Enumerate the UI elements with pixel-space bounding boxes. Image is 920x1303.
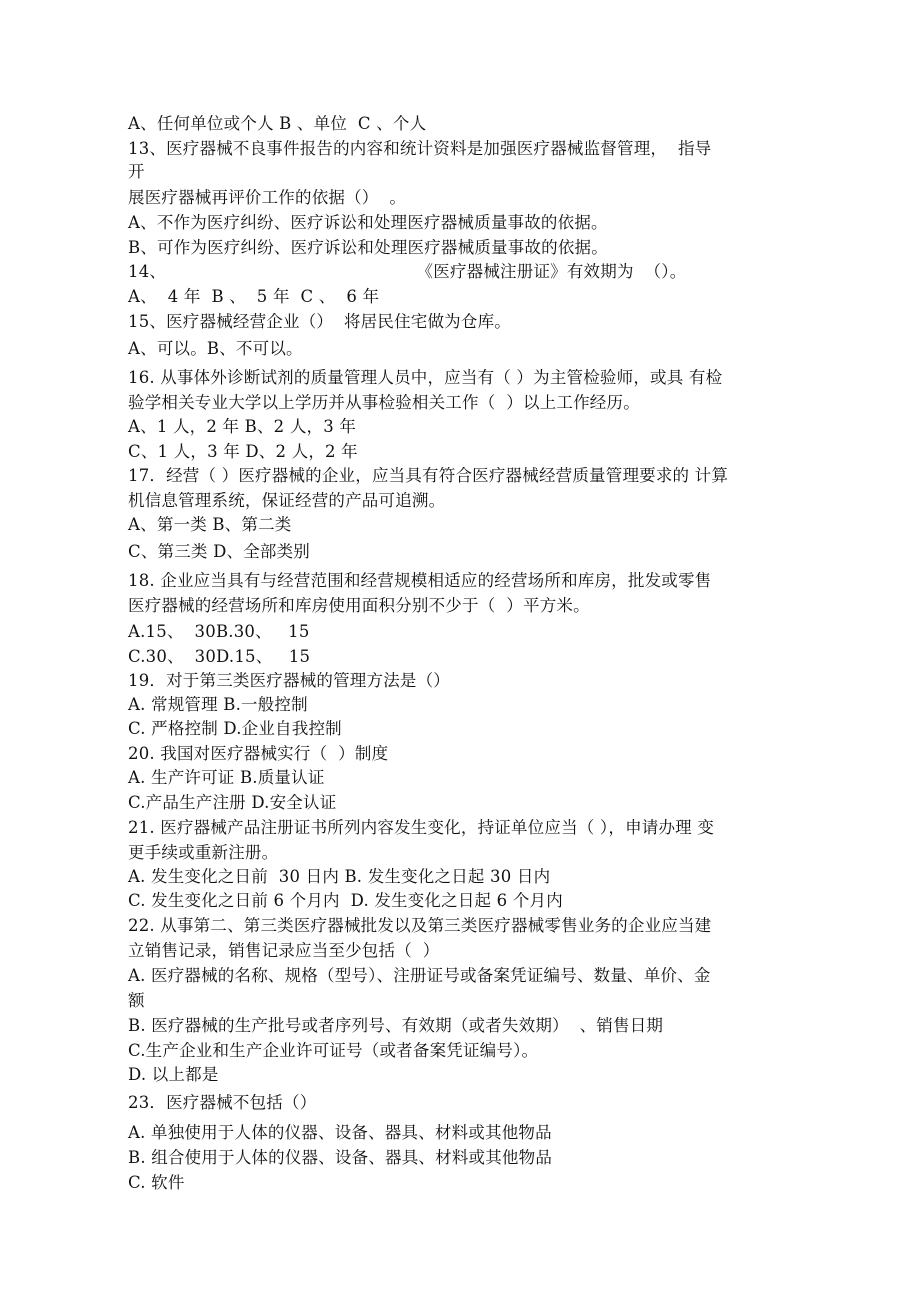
text-line: 展医疗器械再评价工作的依据（） 。 [128, 188, 407, 207]
text-line: 16. 从事体外诊断试剂的质量管理人员中，应当有（ ）为主管检验师，或具 有检 [128, 368, 723, 387]
text-line: 开 [128, 162, 145, 181]
text-line: 立销售记录，销售记录应当至少包括（ ） [128, 941, 440, 960]
text-line: 验学相关专业大学以上学历并从事检验相关工作（ ）以上工作经历。 [128, 393, 640, 412]
text-line: 14、 《医疗器械注册证》有效期为 （）。 [128, 262, 687, 281]
text-line: A. 医疗器械的名称、规格（型号）、注册证号或备案凭证编号、数量、单价、金 [128, 966, 711, 985]
text-line: A、任何单位或个人 B 、单位 C 、个人 [128, 114, 427, 133]
text-line: 额 [128, 991, 145, 1010]
text-line: A. 常规管理 B.一般控制 [128, 695, 308, 714]
text-line: 18. 企业应当具有与经营范围和经营规模相适应的经营场所和库房，批发或零售 [128, 571, 712, 590]
text-line: 机信息管理系统，保证经营的产品可追溯。 [128, 491, 446, 510]
text-line: D. 以上都是 [128, 1065, 219, 1084]
text-line: C、第三类 D、全部类别 [128, 542, 310, 561]
text-line: C.30、 30D.15、 15 [128, 647, 311, 666]
text-line: 19．对于第三类医疗器械的管理方法是（） [128, 671, 450, 690]
text-line: C.生产企业和生产企业许可证号（或者备案凭证编号）。 [128, 1041, 539, 1060]
text-line: A、第一类 B、第二类 [128, 515, 292, 534]
text-line: A、可以。B、不可以。 [128, 339, 303, 358]
text-line: A. 发生变化之日前 30 日内 B. 发生变化之日起 30 日内 [128, 867, 551, 886]
text-line: A、1 人，2 年 B、2 人，3 年 [128, 417, 357, 436]
text-line: 21. 医疗器械产品注册证书所列内容发生变化，持证单位应当（ ），申请办理 变 [128, 818, 715, 837]
text-line: A、不作为医疗纠纷、医疗诉讼和处理医疗器械质量事故的依据。 [128, 213, 608, 232]
text-line: C、1 人，3 年 D、2 人，2 年 [128, 442, 358, 461]
text-line: 医疗器械的经营场所和库房使用面积分别不少于（ ）平方米。 [128, 596, 590, 615]
text-line: A. 单独使用于人体的仪器、设备、器具、材料或其他物品 [128, 1123, 552, 1142]
text-line: 13、医疗器械不良事件报告的内容和统计资料是加强医疗器械监督管理， 指导 [128, 139, 712, 158]
text-line: 15、医疗器械经营企业（） 将居民住宅做为仓库。 [128, 312, 511, 331]
text-line: 20. 我国对医疗器械实行（ ）制度 [128, 744, 389, 763]
text-line: A、 4 年 B 、 5 年 C 、 6 年 [128, 287, 380, 306]
text-line: 22. 从事第二、第三类医疗器械批发以及第三类医疗器械零售业务的企业应当建 [128, 916, 712, 935]
text-line: A. 生产许可证 B.质量认证 [128, 768, 325, 787]
text-line: C. 软件 [128, 1173, 185, 1192]
text-line: 更手续或重新注册。 [128, 843, 279, 862]
text-line: C.产品生产注册 D.安全认证 [128, 793, 337, 812]
text-line: B、可作为医疗纠纷、医疗诉讼和处理医疗器械质量事故的依据。 [128, 238, 608, 257]
text-line: A.15、 30B.30、 15 [128, 622, 310, 641]
text-line: C. 严格控制 D.企业自我控制 [128, 719, 342, 738]
text-line: B. 组合使用于人体的仪器、设备、器具、材料或其他物品 [128, 1148, 553, 1167]
text-line: B. 医疗器械的生产批号或者序列号、有效期（或者失效期） 、销售日期 [128, 1016, 664, 1035]
text-line: 23．医疗器械不包括（） [128, 1093, 317, 1112]
text-line: 17．经营（ ）医疗器械的企业，应当具有符合医疗器械经营质量管理要求的 计算 [128, 466, 729, 485]
text-line: C. 发生变化之日前 6 个月内 D. 发生变化之日起 6 个月内 [128, 891, 563, 910]
